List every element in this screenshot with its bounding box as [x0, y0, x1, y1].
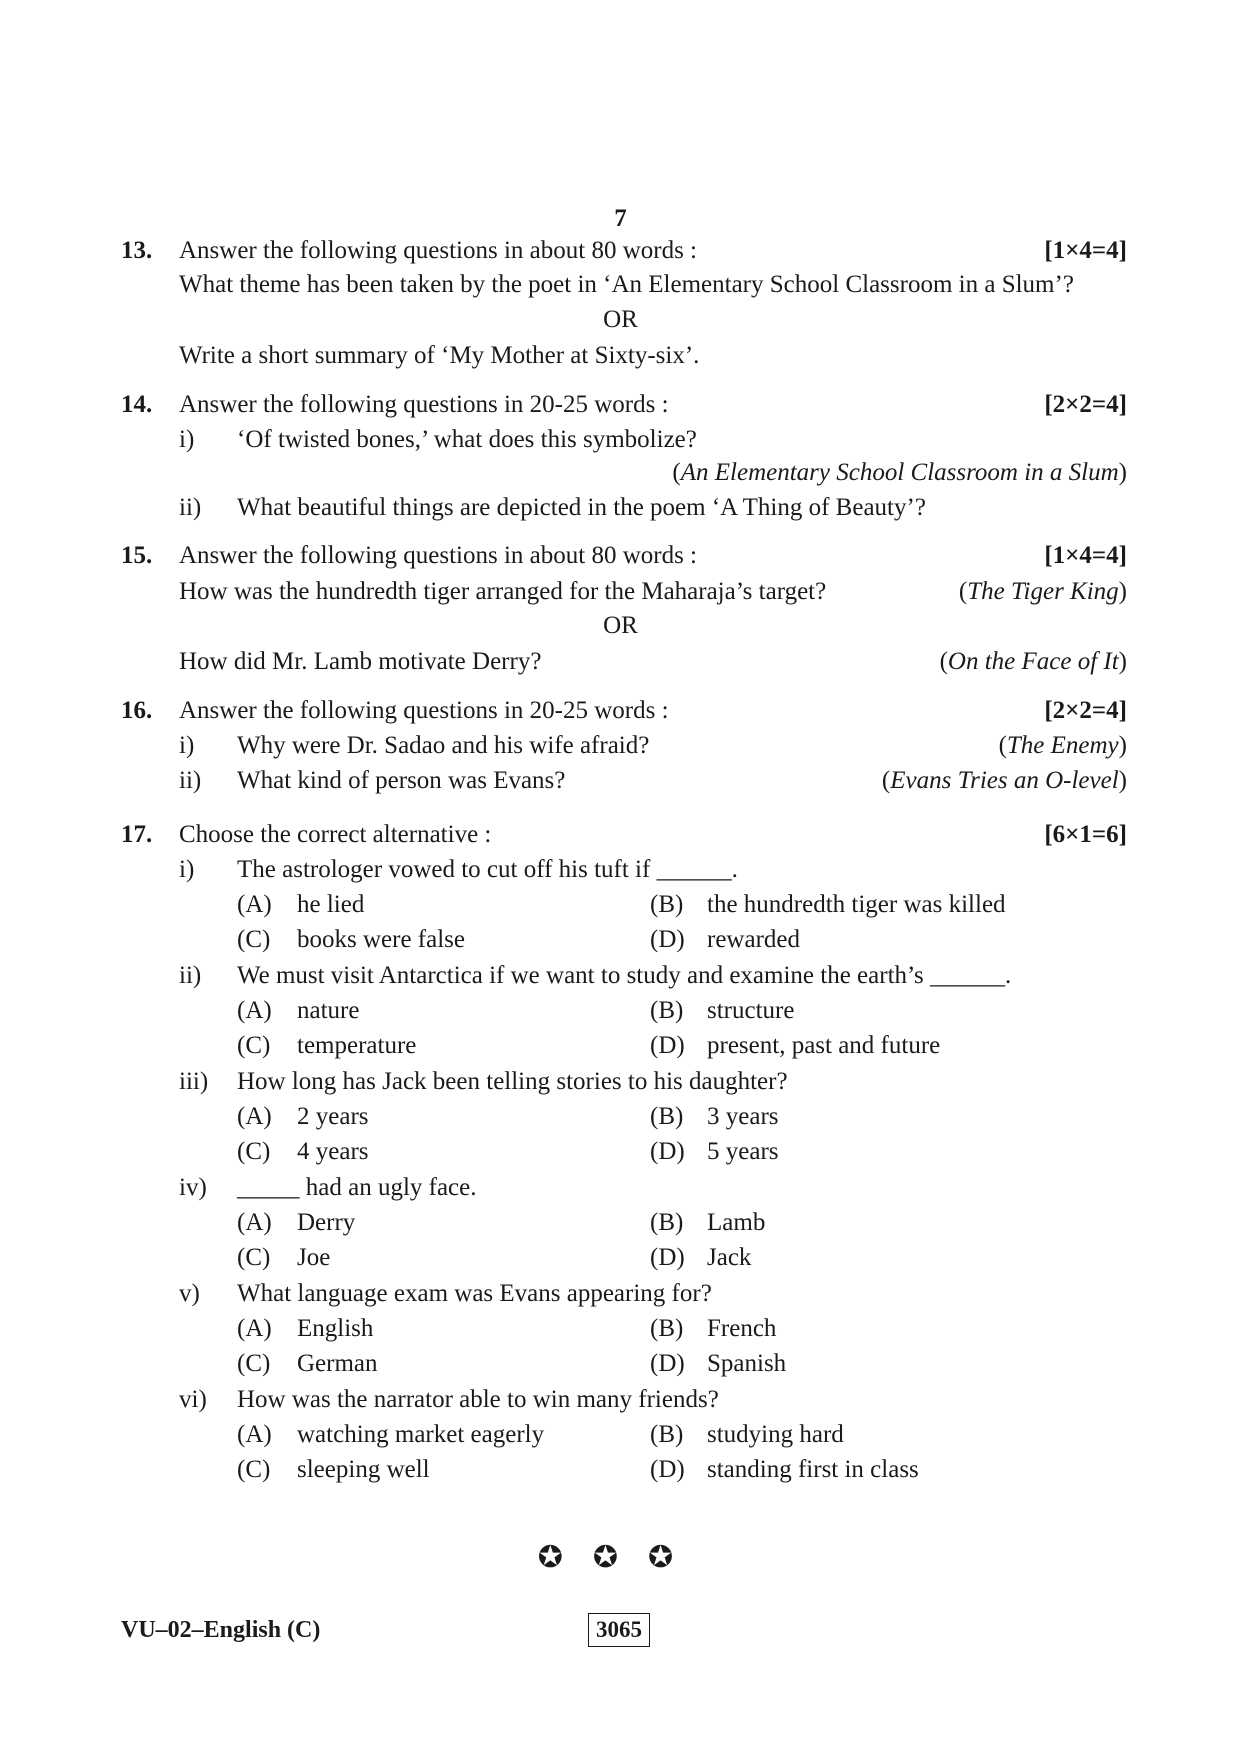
page-number: 7	[614, 205, 627, 232]
q13-number: 13.	[121, 237, 153, 264]
q14-instruction: Answer the following questions in 20-25 words :	[179, 391, 669, 418]
q13-question-2: Write a short summary of ‘My Mother at Sixty-six’.	[179, 342, 700, 369]
q15-q2-source-title: On the Face of It	[947, 648, 1119, 675]
mcq-option-c: 4 years	[297, 1138, 369, 1165]
q17-number: 17.	[121, 821, 153, 848]
mcq-option-b: French	[707, 1315, 777, 1342]
q14-i-source-title: An Elementary School Classroom in a Slum	[680, 459, 1119, 486]
mcq-option-a: he lied	[297, 891, 365, 918]
mcq-option-c-label: (C)	[237, 926, 271, 953]
mcq-option-b-label: (B)	[650, 1421, 684, 1448]
q15-q1-source: (The Tiger King)	[958, 578, 1127, 605]
mcq-option-d-label: (D)	[650, 1350, 685, 1377]
q15-instruction: Answer the following questions in about 80 words :	[179, 542, 698, 569]
q16-ii-source: (Evans Tries an O-level)	[881, 767, 1127, 794]
q16-i-text: Why were Dr. Sadao and his wife afraid?	[237, 732, 650, 759]
mcq-option-b: studying hard	[707, 1421, 844, 1448]
mcq-option-d: 5 years	[707, 1138, 779, 1165]
mcq-option-c-label: (C)	[237, 1456, 271, 1483]
q15-question-2: How did Mr. Lamb motivate Derry?	[179, 648, 542, 675]
mcq-option-c: Joe	[297, 1244, 331, 1271]
mcq-label: vi)	[179, 1386, 207, 1413]
q14-ii-text: What beautiful things are depicted in the poem ‘A Thing of Beauty’?	[237, 494, 926, 521]
mcq-option-a: watching market eagerly	[297, 1421, 545, 1448]
q15-q1-source-title: The Tiger King	[967, 578, 1119, 605]
q16-number: 16.	[121, 697, 153, 724]
mcq-option-d: Spanish	[707, 1350, 787, 1377]
q16-instruction: Answer the following questions in 20-25 words :	[179, 697, 669, 724]
mcq-question: The astrologer vowed to cut off his tuft if ______.	[237, 856, 738, 883]
mcq-option-d-label: (D)	[650, 1138, 685, 1165]
mcq-option-a: English	[297, 1315, 374, 1342]
mcq-label: iii)	[179, 1068, 209, 1095]
mcq-option-b: 3 years	[707, 1103, 779, 1130]
q14-i-text: ‘Of twisted bones,’ what does this symbolize?	[237, 426, 697, 453]
mcq-question: We must visit Antarctica if we want to study and examine the earth’s ______.	[237, 962, 1012, 989]
q16-i-source: (The Enemy)	[998, 732, 1127, 759]
mcq-option-a: Derry	[297, 1209, 356, 1236]
q13-or: OR	[603, 306, 638, 333]
mcq-option-a-label: (A)	[237, 997, 272, 1024]
mcq-option-a-label: (A)	[237, 1103, 272, 1130]
q16-marks: [2×2=4]	[1044, 697, 1127, 724]
footer-page-box: 3065	[588, 1613, 650, 1647]
q14-ii-label: ii)	[179, 494, 202, 521]
mcq-option-b-label: (B)	[650, 1103, 684, 1130]
footer-paper-code: VU–02–English (C)	[121, 1617, 321, 1643]
mcq-option-a-label: (A)	[237, 891, 272, 918]
mcq-option-d: standing first in class	[707, 1456, 919, 1483]
q17-marks: [6×1=6]	[1044, 821, 1127, 848]
q17-instruction: Choose the correct alternative :	[179, 821, 492, 848]
mcq-label: i)	[179, 856, 195, 883]
q16-ii-source-title: Evans Tries an O-level	[890, 767, 1119, 794]
mcq-option-b: Lamb	[707, 1209, 766, 1236]
mcq-option-b: the hundredth tiger was killed	[707, 891, 1006, 918]
q15-or: OR	[603, 612, 638, 639]
mcq-option-a-label: (A)	[237, 1421, 272, 1448]
mcq-option-d: rewarded	[707, 926, 800, 953]
mcq-option-a: nature	[297, 997, 360, 1024]
mcq-label: iv)	[179, 1174, 207, 1201]
mcq-option-a: 2 years	[297, 1103, 369, 1130]
mcq-option-d-label: (D)	[650, 1456, 685, 1483]
q16-i-label: i)	[179, 732, 195, 759]
mcq-option-b-label: (B)	[650, 891, 684, 918]
mcq-option-c-label: (C)	[237, 1244, 271, 1271]
decorative-stars: ✪✪✪	[537, 1541, 704, 1574]
q16-ii-text: What kind of person was Evans?	[237, 767, 566, 794]
q16-i-source-title: The Enemy	[1006, 732, 1119, 759]
mcq-label: ii)	[179, 962, 202, 989]
q14-i-source: (An Elementary School Classroom in a Slum)	[672, 459, 1127, 486]
q16-ii-label: ii)	[179, 767, 202, 794]
mcq-option-b-label: (B)	[650, 997, 684, 1024]
mcq-option-b-label: (B)	[650, 1209, 684, 1236]
mcq-question: _____ had an ugly face.	[237, 1174, 477, 1201]
mcq-option-c: sleeping well	[297, 1456, 430, 1483]
q13-question-1: What theme has been taken by the poet in ‘An Elementary School Classroom in a Slum’?	[179, 271, 1074, 298]
mcq-option-d-label: (D)	[650, 1244, 685, 1271]
mcq-option-c: German	[297, 1350, 378, 1377]
mcq-option-c: books were false	[297, 926, 465, 953]
mcq-label: v)	[179, 1280, 200, 1307]
mcq-question: How long has Jack been telling stories to his daughter?	[237, 1068, 788, 1095]
mcq-option-c: temperature	[297, 1032, 417, 1059]
q14-i-label: i)	[179, 426, 195, 453]
mcq-option-d: present, past and future	[707, 1032, 941, 1059]
q15-number: 15.	[121, 542, 153, 569]
q13-instruction: Answer the following questions in about 80 words :	[179, 237, 698, 264]
mcq-option-a-label: (A)	[237, 1209, 272, 1236]
mcq-question: How was the narrator able to win many friends?	[237, 1386, 719, 1413]
q15-question-1: How was the hundredth tiger arranged for the Maharaja’s target?	[179, 578, 827, 605]
mcq-option-c-label: (C)	[237, 1032, 271, 1059]
mcq-option-c-label: (C)	[237, 1138, 271, 1165]
q13-marks: [1×4=4]	[1044, 237, 1127, 264]
mcq-option-a-label: (A)	[237, 1315, 272, 1342]
mcq-option-d-label: (D)	[650, 926, 685, 953]
mcq-question: What language exam was Evans appearing for?	[237, 1280, 712, 1307]
mcq-option-d-label: (D)	[650, 1032, 685, 1059]
q14-number: 14.	[121, 391, 153, 418]
mcq-option-d: Jack	[707, 1244, 752, 1271]
q15-marks: [1×4=4]	[1044, 542, 1127, 569]
mcq-option-c-label: (C)	[237, 1350, 271, 1377]
mcq-option-b-label: (B)	[650, 1315, 684, 1342]
q15-q2-source: (On the Face of It)	[939, 648, 1127, 675]
mcq-option-b: structure	[707, 997, 795, 1024]
q14-marks: [2×2=4]	[1044, 391, 1127, 418]
